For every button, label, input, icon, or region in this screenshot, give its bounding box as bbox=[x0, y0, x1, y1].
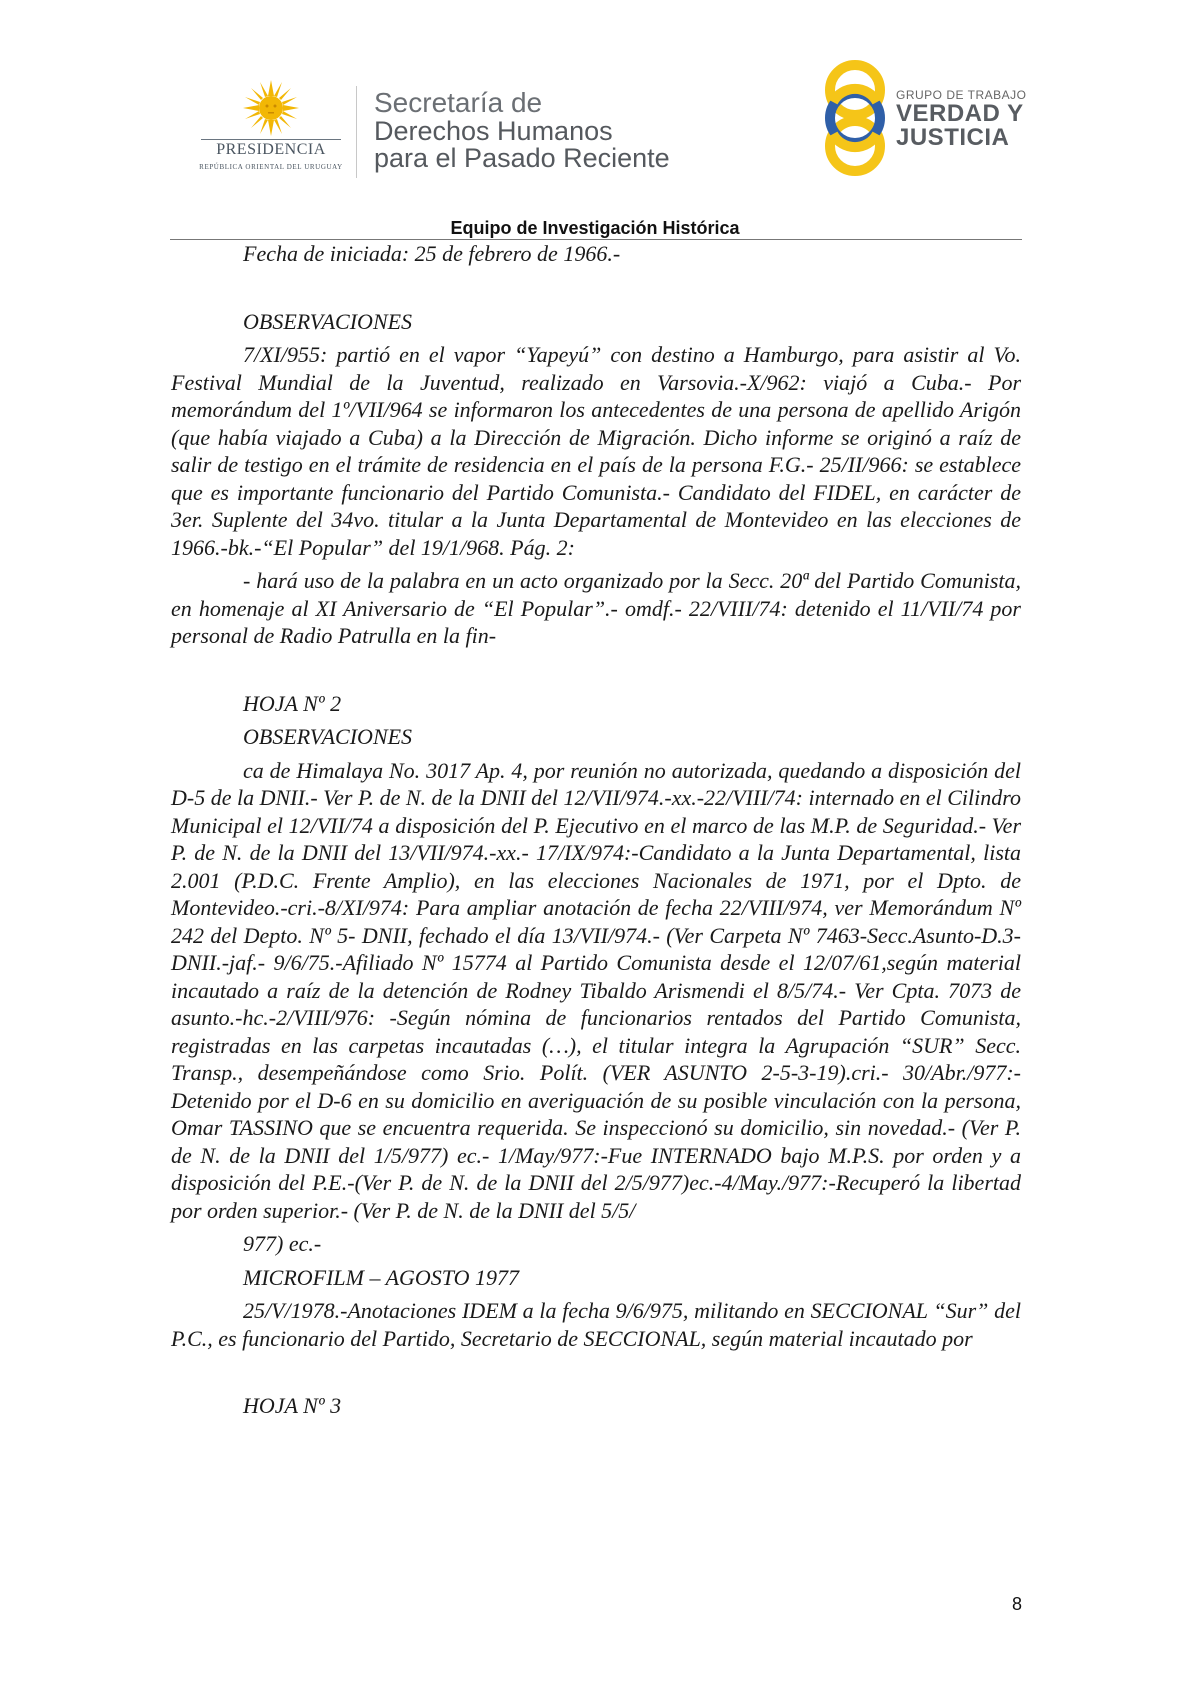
observaciones-heading: OBSERVACIONES bbox=[243, 724, 413, 749]
grupo-line-1: GRUPO DE TRABAJO bbox=[896, 88, 1027, 102]
observaciones-paragraph: 7/XI/955: partió en el vapor “Yapeyú” con destino a Hamburgo, para asistir al Vo. Festival Mundial de la Juventud, realizado en Varsovia.-X/962: viajó a Cuba.- Por memorándum del 1º/VII/964 se informaron los antecedentes de una persona de apellido Arigón (que había viajado a Cuba) a la Dirección de Migración. Dicho informe se originó a raíz de salir de testigo en el trámite de residencia en el país de la persona F.G.- 25/II/966: se establece que es importante funcionario del Partido Comunista.- Candidato del FIDEL, en carácter de 3er. Suplente del 34vo. titular a la Junta Departamental de Montevideo en las elecciones de 1966.-bk.-“El Popular” del 19/1/968. Pág. 2: bbox=[171, 342, 1021, 560]
secretaria-line-2: Derechos Humanos bbox=[374, 116, 613, 146]
observaciones-paragraph: - hará uso de la palabra en un acto organizado por la Secc. 20ª del Partido Comunista, en homenaje al XI Aniversario de “El Popular”.- omdf.- 22/VIII/74: detenido el 11/VII/74 por personal de Radio Patrulla en la fin- bbox=[171, 568, 1021, 648]
secretaria-line-1: Secretaría de bbox=[374, 87, 543, 118]
observaciones-paragraph: ca de Himalaya No. 3017 Ap. 4, por reunión no autorizada, quedando a disposición del D-5 de la DNII.- Ver P. de N. de la DNII del 12/VII/974.-xx.-22/VIII/74: internado en el Cilindro Municipal el 12/VII/74 a disposición del P. Ejecutivo en el marco de las M.P. de Seguridad.- Ver P. de N. de la DNII del 13/VII/974.-xx.- 17/IX/974:-Candidato a la Junta Departamental, lista 2.001 (P.D.C. Frente Amplio), en las elecciones Nacionales de 1971, por el Dpto. de Montevideo.-cri.-8/XI/974: Para ampliar anotación de fecha 22/VIII/974, ver Memorándum Nº 242 del Depto. Nº 5- DNII, fechado el día 13/VII/974.- (Ver Carpeta Nº 7463-Secc.Asunto-D.3-DNII.-jaf.- 9/6/75.-Afiliado Nº 15774 al Partido Comunista desde el 12/07/61,según material incautado a raíz de la detención de Rodney Tibaldo Arismendi el 8/5/74.- Ver Cpta. 7073 de asunto.-hc.-2/VIII/976: -Según nómina de funcionarios rentados del Partido Comunista, registradas en las carpetas incautadas (…), el titular integra la Agrupación “SUR” Secc. Transp., desempeñándose como Srio. Polít. (VER ASUNTO 2-5-3-19).cri.- 30/Abr./977:-Detenido por el D-6 en su domicilio en averiguación de su posible vinculación con la persona, Omar TASSINO que se encuentra requerida. Se inspeccionó su domicilio, sin novedad.- (Ver P. de N. de la DNII del 1/5/977) ec.- 1/May/977:-Fue INTERNADO bajo M.P.S. por orden y a disposición del P.E.-(Ver P. de N. de la DNII del 2/5/977)ec.-4/May./977:-Recuperó la libertad por orden superior.- (Ver P. de N. de la DNII del 5/5/ bbox=[171, 757, 1021, 1223]
presidencia-name: PRESIDENCIA bbox=[216, 141, 326, 158]
interlocking-rings-icon bbox=[820, 56, 890, 180]
grupo-trabajo-title bbox=[896, 88, 1026, 150]
document-body bbox=[171, 240, 1021, 1420]
microfilm-heading: MICROFILM – AGOSTO 1977 bbox=[243, 1264, 520, 1290]
page-header bbox=[0, 0, 1190, 240]
hoja-heading: HOJA Nº 2 bbox=[243, 690, 342, 716]
team-label: Equipo de Investigación Histórica bbox=[450, 218, 740, 238]
grupo-line-2: VERDAD Y bbox=[896, 100, 1024, 127]
sun-emblem-icon bbox=[241, 78, 301, 138]
secretaria-line-3: para el Pasado Reciente bbox=[374, 143, 670, 173]
presidencia-subtitle: REPÚBLICA ORIENTAL DEL URUGUAY bbox=[199, 163, 343, 171]
observaciones-paragraph: 977) ec.- bbox=[243, 1231, 322, 1256]
presidencia-rule bbox=[201, 139, 341, 140]
observaciones-heading: OBSERVACIONES bbox=[243, 308, 413, 334]
page-number: 8 bbox=[1012, 1594, 1023, 1614]
observaciones-paragraph: 25/V/1978.-Anotaciones IDEM a la fecha 9/6/975, militando en SECCIONAL “Sur” del P.C., es funcionario del Partido, Secretario de SECCIONAL, según material incautado por bbox=[171, 1298, 1021, 1351]
grupo-line-3: JUSTICIA bbox=[896, 124, 1010, 151]
hoja-heading: HOJA Nº 3 bbox=[243, 1393, 342, 1418]
fecha-iniciada: Fecha de iniciada: 25 de febrero de 1966.- bbox=[243, 241, 621, 266]
logo-divider bbox=[356, 86, 357, 178]
secretaria-title bbox=[374, 88, 670, 172]
presidencia-logo bbox=[196, 78, 346, 178]
